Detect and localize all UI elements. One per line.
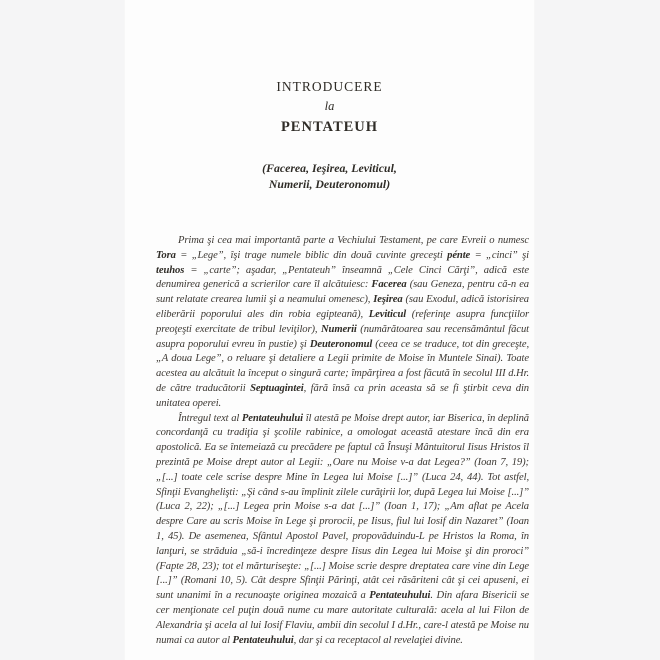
- chapter-connector: la: [324, 99, 335, 113]
- chapter-heading: [125, 0, 534, 135]
- page: [124, 0, 535, 660]
- book-list-subtitle: [125, 160, 534, 192]
- subtitle-line-1: (Facerea, Ieşirea, Leviticul,: [262, 161, 397, 175]
- chapter-subject: PENTATEUH: [280, 119, 379, 135]
- paragraph: Întregul text al Pentateuhului îl atestă pe Moise drept autor, iar Biserica, în deplină concordanţă cu tradiţia şi şcolile rabinice, a omologat această atestare încă din era apostolică. Ea se întemeiază cu precădere pe faptul că Însuşi Mântuitorul Iisus Hristos îl prezintă pe Moise drept autor al Legii: „Oare nu Moise v-a dat Legea?” (Ioan 7, 19); „[...] toate cele scrise despre Mine în Legea lui Moise [...]” (Luca 24, 44). Tot astfel, Sfinţii Evanghelişti: „Şi când s-au împlinit zilele curăţirii lor, după Legea lui Moise [...]” (Luca 2, 22); „[...] Legea prin Moise s-a dat [...]” (Ioan 1, 17); „Am aflat pe Acela despre Care au scris Moise în Lege şi prorocii, pe Iisus, fiul lui Iosif din Nazaret” (Ioan 1, 45). De asemenea, Sfântul Apostol Pavel, propovăduindu-L pe Hristos la Roma, în lanţuri, se străduia „să-i încredinţeze despre Iisus din Legea lui Moise şi din proroci” (Fapte 28, 23); tot el mărturiseşte: „[...] Moise scrie despre dreptatea care vine din Lege [...]” (Romani 10, 5). Cât despre Sfinţii Părinţi, atât cei răsăriteni cât şi cei apuseni, ei sunt unanimi în a recunoaşte originea mozaică a Pentateuhului. Din afara Bisericii se cer menţionate cel puţin două nume cu mare autoritate culturală: acela al lui Filon de Alexandria şi acela al lui Iosif Flaviu, ambii din secolul I d.Hr., care-l atestă pe Moise nu numai ca autor al Pentateuhului, dar şi ca receptacol al revelaţiei divine.: [156, 412, 529, 646]
- body-text: [156, 234, 529, 648]
- subtitle-line-2: Numerii, Deuteronomul): [268, 177, 391, 191]
- chapter-title: INTRODUCERE: [276, 79, 383, 94]
- paragraph: Prima şi cea mai importantă parte a Vechiului Testament, pe care Evreii o numesc Tora = „Lege”, îşi trage numele biblic din două cuvinte greceşti pénte = „cinci” şi teuhos = „carte”; aşadar, „Pentateuh” înseamnă „Cele Cinci Cărţi”, adică este denumirea generică a scrierilor care îl alcătuiesc: Facerea (sau Geneza, pentru că-n ea sunt relatate crearea lumii şi a neamului omenesc), Ieşirea (sau Exodul, adică istorisirea eliberării poporului ales din robia egipteană), Leviticul (referinţe asupra funcţiilor preoţeşti exercitate de tribul leviţilor), Numerii (numărătoarea sau recensământul făcut asupra poporului evreu în pustie) şi Deuteronomul (ceea ce se traduce, tot din greceşte, „A doua Lege”, o reluare şi detaliere a Legii primite de Moise în Muntele Sinai). Toate acestea au alcătuit la început o singură carte; împărţirea a fost făcută în secolul III d.Hr. de către traducătorii Septuagintei, fără însă ca prin aceasta să se fi ştirbit ceva din unitatea operei.: [156, 235, 530, 409]
